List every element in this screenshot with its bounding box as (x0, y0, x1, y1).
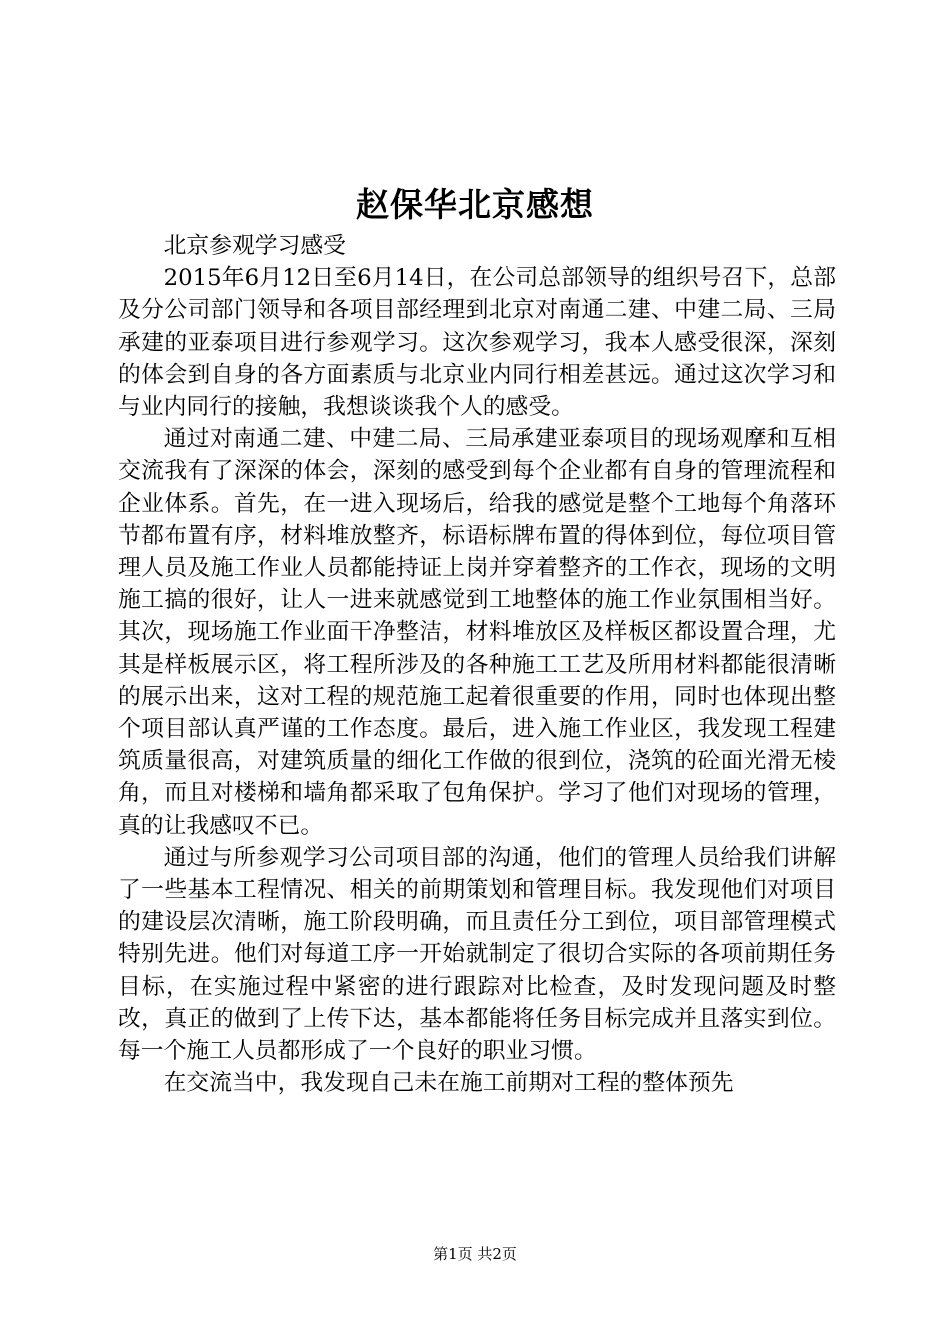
document-title: 赵保华北京感想 (356, 185, 594, 224)
paragraph-1: 2015年6月12日至6月14日，在公司总部领导的组织号召下，总部及分公司部门领导和各项目部经理到北京对南通二建、中建二局、三局承建的亚泰项目进行参观学习。这次参观学习，我本人感受很深，深刻的体会到自身的各方面素质与北京业内同行相差甚远。通过这次学习和与业内同行的接触，我想谈谈我个人的感受。 (118, 265, 836, 421)
paragraph-subtitle: 北京参观学习感受 (163, 233, 346, 259)
document-body (118, 230, 836, 1099)
page-footer: 第1页 共2页 (433, 1245, 517, 1263)
paragraph-4: 在交流当中，我发现自己未在施工前期对工程的整体预先 (163, 1070, 734, 1097)
paragraph-2: 通过对南通二建、中建二局、三局承建亚泰项目的现场观摩和互相交流我有了深深的体会，深刻的感受到每个企业都有自身的管理流程和企业体系。首先，在一进入现场后，给我的感觉是整个工地每个角落环节都布置有序，材料堆放整齐，标语标牌布置的得体到位，每位项目管理人员及施工作业人员都能持证上岗并穿着整齐的工作衣，现场的文明施工搞的很好，让人一进来就感觉到工地整体的施工作业氛围相当好。其次，现场施工作业面干净整洁，材料堆放区及样板区都设置合理，尤其是样板展示区，将工程所涉及的各种施工工艺及所用材料都能很清晰的展示出来，这对工程的规范施工起着很重要的作用，同时也体现出整个项目部认真严谨的工作态度。最后，进入施工作业区，我发现工程建筑质量很高，对建筑质量的细化工作做的很到位，浇筑的砼面光滑无棱角，而且对楼梯和墙角都采取了包角保护。学习了他们对现场的管理，真的让我感叹不已。 (118, 426, 836, 839)
paragraph-3: 通过与所参观学习公司项目部的沟通，他们的管理人员给我们讲解了一些基本工程情况、相关的前期策划和管理目标。我发现他们对项目的建设层次清晰，施工阶段明确，而且责任分工到位，项目部管理模式特别先进。他们对每道工序一开始就制定了很切合实际的各项前期任务目标，在实施过程中紧密的进行跟踪对比检查，及时发现问题及时整改，真正的做到了上传下达，基本都能将任务目标完成并且落实到位。每一个施工人员都形成了一个良好的职业习惯。 (118, 844, 836, 1065)
